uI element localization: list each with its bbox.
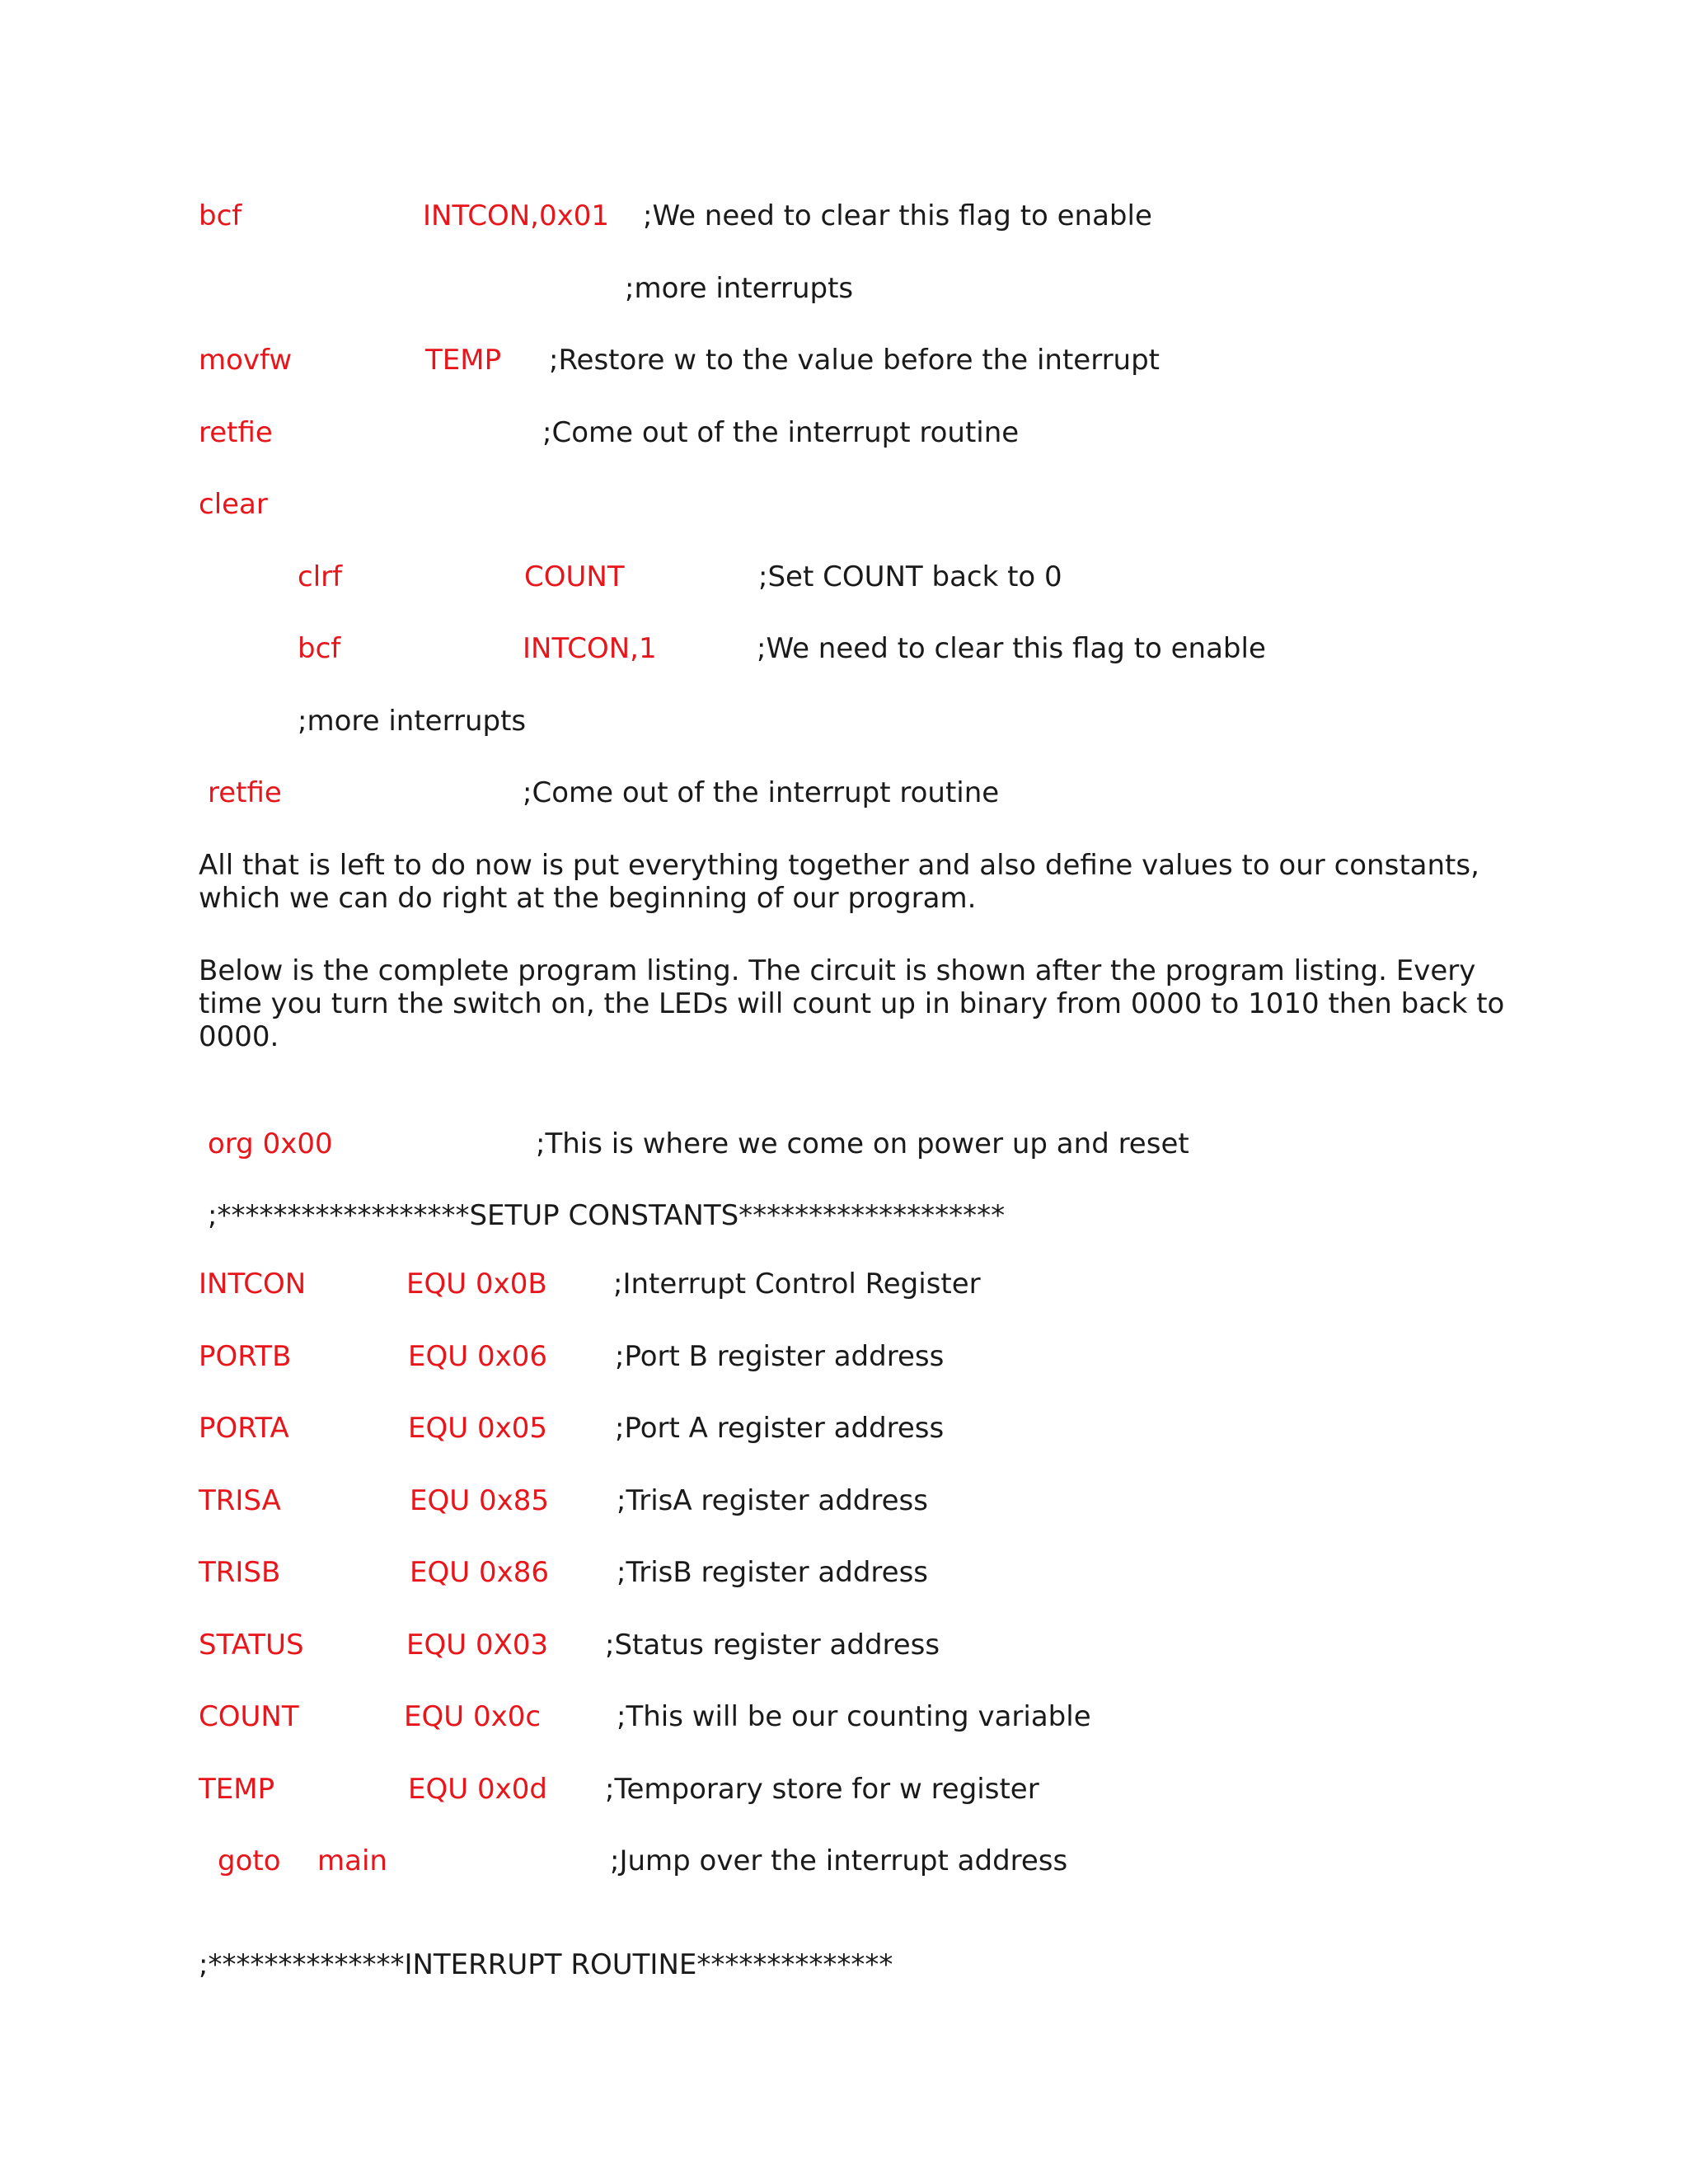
symbol: TEMP [199,1773,275,1806]
comment: ;This will be our counting variable [617,1700,1091,1733]
symbol: COUNT [199,1700,299,1733]
comment: ;Port B register address [615,1340,945,1373]
comment: ;Port A register address [615,1412,945,1445]
operand: INTCON,0x01 [423,199,609,232]
symbol: TRISB [199,1556,281,1589]
equ-value: EQU 0x06 [408,1340,547,1373]
comment: ;Restore w to the value before the interrupt [549,344,1160,377]
equ-value: EQU 0x0c [404,1700,542,1733]
comment: ;Jump over the interrupt address [610,1844,1068,1877]
comment: ;Come out of the interrupt routine [523,776,1000,809]
comment: ;Interrupt Control Register [613,1268,981,1301]
comment: ;Come out of the interrupt routine [542,416,1020,449]
comment: ;more interrupts [298,705,527,738]
operand: COUNT [524,560,625,593]
section-banner: ;**************INTERRUPT ROUTINE************** [199,1948,893,1981]
symbol: STATUS [199,1629,304,1661]
symbol: INTCON [199,1268,307,1301]
comment: ;We need to clear this flag to enable [757,632,1266,665]
symbol: PORTA [199,1412,289,1445]
directive: org 0x00 [208,1127,333,1160]
mnemonic: retfie [199,416,273,449]
comment: ;Status register address [605,1629,940,1661]
operand: INTCON,1 [523,632,657,665]
equ-value: EQU 0x85 [410,1484,549,1517]
comment: ;We need to clear this flag to enable [643,199,1152,232]
equ-value: EQU 0x86 [410,1556,549,1589]
operand: TEMP [425,344,502,377]
comment: ;Set COUNT back to 0 [758,560,1062,593]
symbol: TRISA [199,1484,281,1517]
equ-value: EQU 0x0d [408,1773,547,1806]
mnemonic: bcf [199,199,242,232]
mnemonic: clrf [298,560,343,593]
symbol: PORTB [199,1340,292,1373]
mnemonic: bcf [298,632,341,665]
mnemonic: movfw [199,344,293,377]
equ-value: EQU 0x05 [408,1412,547,1445]
equ-value: EQU 0X03 [406,1629,549,1661]
label: clear [199,488,268,521]
mnemonic: retfie [208,776,282,809]
paragraph: All that is left to do now is put everything together and also define values to our constants, which we can do right at the beginning of our program. [199,849,1479,915]
paragraph: Below is the complete program listing. The circuit is shown after the program listing. Every time you turn the switch on, the LEDs will count up in binary from 0000 to 1010 then back to 0000. [199,954,1505,1053]
equ-value: EQU 0x0B [406,1268,547,1301]
comment: ;Temporary store for w register [605,1773,1039,1806]
comment: ;TrisB register address [617,1556,929,1589]
comment: ;This is where we come on power up and reset [536,1127,1189,1160]
mnemonic: goto [218,1844,281,1877]
comment: ;more interrupts [625,272,854,305]
section-banner: ;******************SETUP CONSTANTS******************* [208,1199,1006,1232]
comment: ;TrisA register address [617,1484,928,1517]
operand: main [317,1844,387,1877]
